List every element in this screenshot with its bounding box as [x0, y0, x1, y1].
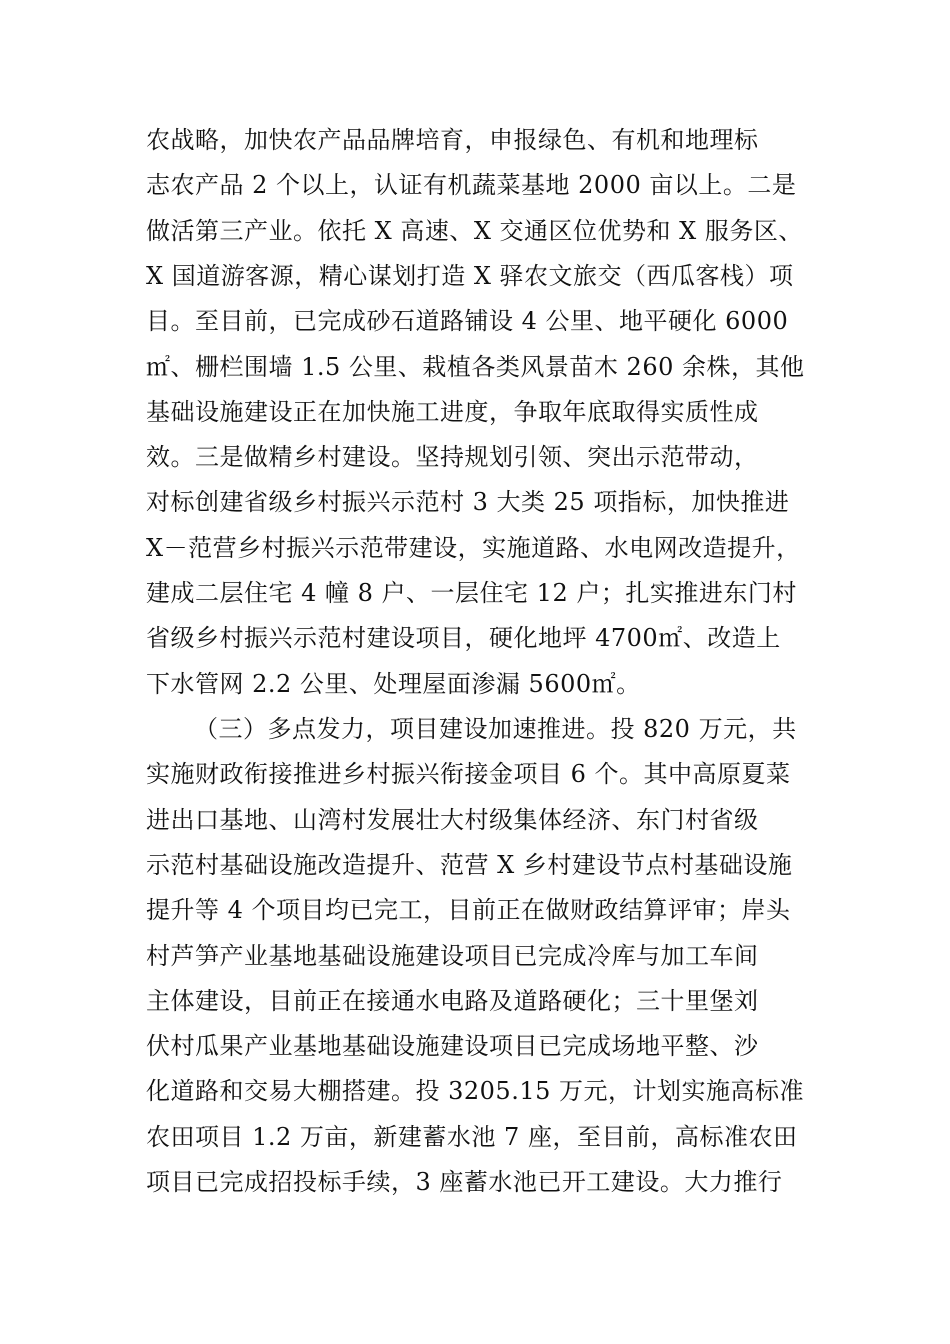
text-line: 对标创建省级乡村振兴示范村 3 大类 25 项指标，加快推进: [146, 488, 790, 517]
text-line: 示范村基础设施改造提升、范营 X 乡村建设节点村基础设施: [146, 850, 793, 879]
text-line: 进出口基地、山湾村发展壮大村级集体经济、东门村省级: [146, 805, 759, 834]
text-line: X－范营乡村振兴示范带建设，实施道路、水电网改造提升，: [146, 533, 801, 562]
text-line: 伏村瓜果产业基地基础设施建设项目已完成场地平整、沙: [146, 1032, 759, 1061]
text-line: 化道路和交易大棚搭建。投 3205.15 万元，计划实施高标准: [146, 1077, 805, 1106]
text-line: 实施财政衔接推进乡村振兴衔接金项目 6 个。其中高原夏菜: [146, 760, 791, 789]
text-line: 志农产品 2 个以上，认证有机蔬菜基地 2000 亩以上。二是: [146, 171, 797, 200]
text-line: 主体建设，目前正在接通水电路及道路硬化；三十里堡刘: [146, 986, 759, 1015]
text-line: ㎡、栅栏围墙 1.5 公里、栽植各类风景苗木 260 余株，其他: [146, 352, 805, 381]
text-line: 基础设施建设正在加快施工进度，争取年底取得实质性成: [146, 397, 759, 426]
text-line: 下水管网 2.2 公里、处理屋面渗漏 5600㎡。: [146, 669, 641, 698]
text-line: 建成二层住宅 4 幢 8 户、一层住宅 12 户；扎实推进东门村: [146, 579, 797, 607]
text-line: 效。三是做精乡村建设。坚持规划引领、突出示范带动，: [146, 443, 759, 472]
text-line: 目。至目前，已完成砂石道路铺设 4 公里、地平硬化 6000: [146, 307, 789, 336]
text-line: 项目已完成招投标手续，3 座蓄水池已开工建设。大力推行: [146, 1168, 783, 1196]
text-line: 提升等 4 个项目均已完工，目前正在做财政结算评审；岸头: [146, 896, 791, 925]
text-line: 做活第三产业。依托 X 高速、X 交通区位优势和 X 服务区、: [146, 216, 803, 245]
text-line: 农田项目 1.2 万亩，新建蓄水池 7 座，至目前，高标准农田: [146, 1122, 798, 1151]
text-line: 农战略，加快农产品品牌培育，申报绿色、有机和地理标: [146, 126, 759, 154]
text-line: X 国道游客源，精心谋划打造 X 驿农文旅交（西瓜客栈）项: [146, 261, 794, 290]
text-line: 省级乡村振兴示范村建设项目，硬化地坪 4700㎡、改造上: [146, 624, 781, 653]
text-line: 村芦笋产业基地基础设施建设项目已完成冷库与加工车间: [146, 941, 759, 970]
text-line: （三）多点发力，项目建设加速推进。投 820 万元，共: [194, 715, 797, 743]
